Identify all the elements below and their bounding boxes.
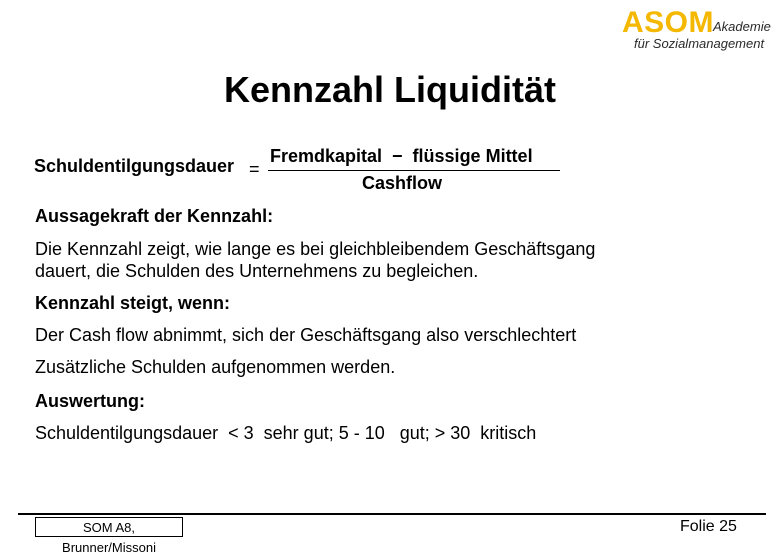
formula-denominator: Cashflow (362, 173, 443, 193)
steigt-text-line-2: Zusätzliche Schulden aufgenommen werden. (35, 357, 396, 377)
logo-subtitle-akademie: Akademie (713, 19, 771, 34)
steigt-text-line-1: Der Cash flow abnimmt, sich der Geschäftsgang also verschlechtert (35, 325, 577, 345)
aussagekraft-text-line-1: Die Kennzahl zeigt, wie lange es bei gleichbleibendem Geschäftsgang (35, 239, 596, 259)
formula-numerator: Fremdkapital − flüssige Mittel (270, 146, 533, 166)
steigt-heading: Kennzahl steigt, wenn: (35, 293, 231, 313)
auswertung-text: Schuldentilgungsdauer < 3 sehr gut; 5 - 10 gut; > 30 kritisch (35, 423, 537, 443)
logo-wordmark: ASOM (622, 6, 714, 39)
aussagekraft-text-line-2: dauert, die Schulden des Unternehmens zu begleichen. (35, 261, 479, 281)
footer-author-box: SOM A8, Brunner/Missoni (35, 517, 183, 537)
formula-left-term: Schuldentilgungsdauer (34, 156, 235, 176)
auswertung-heading: Auswertung: (35, 391, 145, 411)
logo-subtitle-sozialmanagement: für Sozialmanagement (634, 36, 765, 51)
formula-equals-sign: = (249, 159, 260, 179)
footer-divider (18, 513, 766, 515)
asom-logo (622, 8, 772, 52)
aussagekraft-heading: Aussagekraft der Kennzahl: (35, 206, 274, 226)
slide-number: Folie 25 (680, 518, 737, 535)
slide-title: Kennzahl Liquidität (224, 69, 556, 110)
fraction-bar (268, 170, 560, 171)
